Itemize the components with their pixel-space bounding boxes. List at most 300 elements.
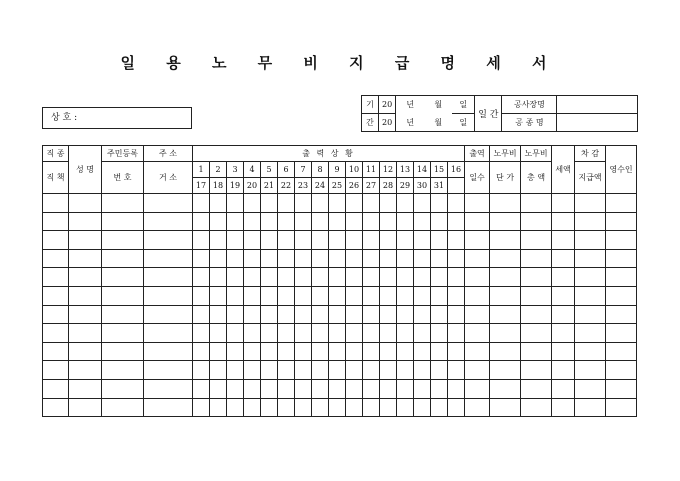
table-cell[interactable] — [227, 268, 244, 287]
table-cell[interactable] — [69, 231, 102, 250]
table-cell[interactable] — [606, 249, 637, 268]
table-cell[interactable] — [102, 324, 144, 343]
table-cell[interactable] — [346, 305, 363, 324]
table-cell[interactable] — [552, 379, 575, 398]
table-cell[interactable] — [102, 268, 144, 287]
table-cell[interactable] — [43, 249, 69, 268]
table-cell[interactable] — [295, 268, 312, 287]
table-cell[interactable] — [448, 231, 465, 250]
table-cell[interactable] — [448, 379, 465, 398]
table-cell[interactable] — [193, 268, 210, 287]
table-cell[interactable] — [414, 398, 431, 417]
table-cell[interactable] — [431, 286, 448, 305]
table-cell[interactable] — [144, 249, 193, 268]
table-cell[interactable] — [363, 231, 380, 250]
table-cell[interactable] — [244, 286, 261, 305]
table-cell[interactable] — [465, 212, 490, 231]
table-cell[interactable] — [295, 324, 312, 343]
table-cell[interactable] — [193, 379, 210, 398]
table-cell[interactable] — [102, 361, 144, 380]
table-cell[interactable] — [69, 324, 102, 343]
table-cell[interactable] — [210, 342, 227, 361]
table-cell[interactable] — [312, 268, 329, 287]
table-cell[interactable] — [278, 324, 295, 343]
table-cell[interactable] — [397, 212, 414, 231]
table-cell[interactable] — [575, 398, 606, 417]
table-cell[interactable] — [295, 194, 312, 213]
table-cell[interactable] — [397, 361, 414, 380]
table-cell[interactable] — [552, 398, 575, 417]
table-cell[interactable] — [397, 231, 414, 250]
table-cell[interactable] — [521, 268, 552, 287]
table-cell[interactable] — [346, 379, 363, 398]
table-cell[interactable] — [261, 231, 278, 250]
table-cell[interactable] — [244, 194, 261, 213]
table-cell[interactable] — [414, 361, 431, 380]
table-cell[interactable] — [575, 231, 606, 250]
table-cell[interactable] — [312, 398, 329, 417]
table-cell[interactable] — [465, 324, 490, 343]
table-cell[interactable] — [363, 342, 380, 361]
table-cell[interactable] — [244, 361, 261, 380]
table-cell[interactable] — [431, 249, 448, 268]
table-cell[interactable] — [575, 305, 606, 324]
table-cell[interactable] — [69, 212, 102, 231]
table-cell[interactable] — [380, 231, 397, 250]
table-cell[interactable] — [521, 342, 552, 361]
table-cell[interactable] — [448, 212, 465, 231]
table-cell[interactable] — [193, 249, 210, 268]
table-cell[interactable] — [227, 194, 244, 213]
table-cell[interactable] — [606, 342, 637, 361]
table-cell[interactable] — [261, 286, 278, 305]
table-cell[interactable] — [312, 231, 329, 250]
table-cell[interactable] — [490, 194, 521, 213]
table-cell[interactable] — [261, 361, 278, 380]
table-cell[interactable] — [102, 342, 144, 361]
table-cell[interactable] — [397, 194, 414, 213]
work-type-field[interactable] — [557, 114, 638, 132]
table-cell[interactable] — [448, 194, 465, 213]
table-cell[interactable] — [210, 231, 227, 250]
table-cell[interactable] — [329, 305, 346, 324]
table-cell[interactable] — [380, 379, 397, 398]
table-cell[interactable] — [244, 324, 261, 343]
table-cell[interactable] — [261, 398, 278, 417]
table-cell[interactable] — [552, 212, 575, 231]
table-cell[interactable] — [346, 398, 363, 417]
table-cell[interactable] — [144, 268, 193, 287]
table-cell[interactable] — [43, 231, 69, 250]
table-cell[interactable] — [278, 286, 295, 305]
table-cell[interactable] — [102, 379, 144, 398]
table-cell[interactable] — [346, 324, 363, 343]
table-cell[interactable] — [575, 361, 606, 380]
table-cell[interactable] — [227, 231, 244, 250]
table-cell[interactable] — [397, 342, 414, 361]
table-cell[interactable] — [193, 342, 210, 361]
table-cell[interactable] — [606, 305, 637, 324]
table-cell[interactable] — [295, 398, 312, 417]
table-cell[interactable] — [193, 398, 210, 417]
table-cell[interactable] — [431, 398, 448, 417]
table-cell[interactable] — [329, 194, 346, 213]
table-cell[interactable] — [414, 194, 431, 213]
table-cell[interactable] — [210, 324, 227, 343]
table-cell[interactable] — [431, 361, 448, 380]
table-cell[interactable] — [144, 324, 193, 343]
table-cell[interactable] — [363, 379, 380, 398]
table-cell[interactable] — [261, 268, 278, 287]
table-cell[interactable] — [102, 194, 144, 213]
table-cell[interactable] — [102, 286, 144, 305]
table-cell[interactable] — [261, 305, 278, 324]
table-cell[interactable] — [346, 286, 363, 305]
table-cell[interactable] — [278, 398, 295, 417]
table-cell[interactable] — [363, 305, 380, 324]
table-cell[interactable] — [244, 249, 261, 268]
table-cell[interactable] — [490, 342, 521, 361]
table-cell[interactable] — [329, 268, 346, 287]
table-cell[interactable] — [490, 305, 521, 324]
table-cell[interactable] — [346, 249, 363, 268]
table-cell[interactable] — [490, 398, 521, 417]
table-cell[interactable] — [329, 398, 346, 417]
table-cell[interactable] — [414, 212, 431, 231]
table-cell[interactable] — [329, 231, 346, 250]
table-cell[interactable] — [312, 194, 329, 213]
table-cell[interactable] — [490, 231, 521, 250]
table-cell[interactable] — [210, 305, 227, 324]
table-cell[interactable] — [363, 324, 380, 343]
table-cell[interactable] — [490, 212, 521, 231]
table-cell[interactable] — [278, 342, 295, 361]
table-cell[interactable] — [552, 268, 575, 287]
table-cell[interactable] — [329, 324, 346, 343]
table-cell[interactable] — [210, 194, 227, 213]
table-cell[interactable] — [490, 379, 521, 398]
table-cell[interactable] — [69, 268, 102, 287]
table-cell[interactable] — [69, 305, 102, 324]
table-cell[interactable] — [606, 286, 637, 305]
table-cell[interactable] — [43, 361, 69, 380]
table-cell[interactable] — [329, 361, 346, 380]
table-cell[interactable] — [102, 398, 144, 417]
table-cell[interactable] — [363, 268, 380, 287]
table-cell[interactable] — [278, 194, 295, 213]
table-cell[interactable] — [295, 231, 312, 250]
table-cell[interactable] — [397, 286, 414, 305]
table-cell[interactable] — [521, 212, 552, 231]
table-cell[interactable] — [448, 286, 465, 305]
table-cell[interactable] — [414, 342, 431, 361]
table-cell[interactable] — [552, 361, 575, 380]
table-cell[interactable] — [575, 286, 606, 305]
table-cell[interactable] — [465, 249, 490, 268]
table-cell[interactable] — [346, 268, 363, 287]
table-cell[interactable] — [606, 268, 637, 287]
table-cell[interactable] — [261, 212, 278, 231]
table-cell[interactable] — [552, 342, 575, 361]
table-cell[interactable] — [144, 342, 193, 361]
table-cell[interactable] — [575, 212, 606, 231]
table-cell[interactable] — [329, 212, 346, 231]
table-cell[interactable] — [102, 212, 144, 231]
table-cell[interactable] — [144, 194, 193, 213]
table-cell[interactable] — [312, 212, 329, 231]
table-cell[interactable] — [295, 361, 312, 380]
table-cell[interactable] — [521, 305, 552, 324]
table-cell[interactable] — [144, 212, 193, 231]
table-cell[interactable] — [210, 268, 227, 287]
table-cell[interactable] — [465, 342, 490, 361]
table-cell[interactable] — [244, 305, 261, 324]
table-cell[interactable] — [431, 342, 448, 361]
table-cell[interactable] — [521, 324, 552, 343]
table-cell[interactable] — [397, 249, 414, 268]
table-cell[interactable] — [278, 231, 295, 250]
table-cell[interactable] — [363, 398, 380, 417]
table-cell[interactable] — [521, 194, 552, 213]
table-cell[interactable] — [295, 286, 312, 305]
table-cell[interactable] — [43, 305, 69, 324]
table-cell[interactable] — [448, 268, 465, 287]
table-cell[interactable] — [490, 324, 521, 343]
table-cell[interactable] — [261, 194, 278, 213]
table-cell[interactable] — [329, 342, 346, 361]
table-cell[interactable] — [575, 268, 606, 287]
table-cell[interactable] — [380, 194, 397, 213]
table-cell[interactable] — [552, 194, 575, 213]
table-cell[interactable] — [448, 324, 465, 343]
table-cell[interactable] — [380, 305, 397, 324]
table-cell[interactable] — [244, 268, 261, 287]
table-cell[interactable] — [414, 324, 431, 343]
table-cell[interactable] — [363, 249, 380, 268]
table-cell[interactable] — [69, 379, 102, 398]
table-cell[interactable] — [606, 379, 637, 398]
table-cell[interactable] — [69, 398, 102, 417]
table-cell[interactable] — [227, 212, 244, 231]
table-cell[interactable] — [552, 231, 575, 250]
table-cell[interactable] — [606, 194, 637, 213]
table-cell[interactable] — [448, 342, 465, 361]
table-cell[interactable] — [431, 194, 448, 213]
table-cell[interactable] — [329, 379, 346, 398]
table-cell[interactable] — [465, 361, 490, 380]
table-cell[interactable] — [521, 231, 552, 250]
table-cell[interactable] — [144, 231, 193, 250]
table-cell[interactable] — [295, 342, 312, 361]
table-cell[interactable] — [465, 398, 490, 417]
table-cell[interactable] — [448, 398, 465, 417]
site-name-field[interactable] — [557, 96, 638, 114]
table-cell[interactable] — [244, 379, 261, 398]
table-cell[interactable] — [210, 379, 227, 398]
table-cell[interactable] — [552, 305, 575, 324]
table-cell[interactable] — [414, 305, 431, 324]
table-cell[interactable] — [144, 305, 193, 324]
table-cell[interactable] — [278, 212, 295, 231]
table-cell[interactable] — [575, 342, 606, 361]
table-cell[interactable] — [69, 342, 102, 361]
table-cell[interactable] — [414, 379, 431, 398]
table-cell[interactable] — [606, 324, 637, 343]
table-cell[interactable] — [227, 361, 244, 380]
table-cell[interactable] — [69, 361, 102, 380]
table-cell[interactable] — [606, 398, 637, 417]
table-cell[interactable] — [210, 249, 227, 268]
table-cell[interactable] — [244, 398, 261, 417]
table-cell[interactable] — [43, 286, 69, 305]
table-cell[interactable] — [43, 342, 69, 361]
table-cell[interactable] — [448, 305, 465, 324]
shop-field[interactable] — [42, 107, 192, 129]
table-cell[interactable] — [380, 342, 397, 361]
table-cell[interactable] — [397, 305, 414, 324]
table-cell[interactable] — [102, 231, 144, 250]
table-cell[interactable] — [43, 398, 69, 417]
table-cell[interactable] — [552, 249, 575, 268]
table-cell[interactable] — [431, 212, 448, 231]
table-cell[interactable] — [295, 305, 312, 324]
table-cell[interactable] — [312, 379, 329, 398]
table-cell[interactable] — [261, 379, 278, 398]
table-cell[interactable] — [363, 212, 380, 231]
table-cell[interactable] — [606, 361, 637, 380]
table-cell[interactable] — [278, 249, 295, 268]
table-cell[interactable] — [521, 398, 552, 417]
table-cell[interactable] — [465, 194, 490, 213]
table-cell[interactable] — [278, 379, 295, 398]
table-cell[interactable] — [346, 361, 363, 380]
table-cell[interactable] — [521, 286, 552, 305]
table-cell[interactable] — [102, 249, 144, 268]
table-cell[interactable] — [43, 324, 69, 343]
table-cell[interactable] — [210, 212, 227, 231]
table-cell[interactable] — [490, 268, 521, 287]
table-cell[interactable] — [490, 249, 521, 268]
table-cell[interactable] — [210, 361, 227, 380]
period-end-year[interactable]: 20 — [379, 114, 396, 132]
table-cell[interactable] — [431, 231, 448, 250]
table-cell[interactable] — [346, 231, 363, 250]
table-cell[interactable] — [144, 379, 193, 398]
table-cell[interactable] — [193, 361, 210, 380]
table-cell[interactable] — [227, 305, 244, 324]
table-cell[interactable] — [397, 324, 414, 343]
table-cell[interactable] — [380, 249, 397, 268]
table-cell[interactable] — [380, 398, 397, 417]
table-cell[interactable] — [244, 231, 261, 250]
table-cell[interactable] — [575, 324, 606, 343]
table-cell[interactable] — [380, 212, 397, 231]
table-cell[interactable] — [380, 286, 397, 305]
table-cell[interactable] — [227, 286, 244, 305]
table-cell[interactable] — [69, 194, 102, 213]
table-cell[interactable] — [431, 268, 448, 287]
table-cell[interactable] — [575, 194, 606, 213]
table-cell[interactable] — [414, 249, 431, 268]
table-cell[interactable] — [43, 194, 69, 213]
table-cell[interactable] — [490, 361, 521, 380]
table-cell[interactable] — [448, 249, 465, 268]
table-cell[interactable] — [448, 361, 465, 380]
table-cell[interactable] — [552, 286, 575, 305]
table-cell[interactable] — [606, 231, 637, 250]
table-cell[interactable] — [465, 305, 490, 324]
table-cell[interactable] — [227, 342, 244, 361]
table-cell[interactable] — [244, 212, 261, 231]
table-cell[interactable] — [193, 212, 210, 231]
table-cell[interactable] — [193, 231, 210, 250]
table-cell[interactable] — [397, 379, 414, 398]
table-cell[interactable] — [329, 286, 346, 305]
table-cell[interactable] — [397, 268, 414, 287]
table-cell[interactable] — [210, 398, 227, 417]
table-cell[interactable] — [414, 231, 431, 250]
table-cell[interactable] — [227, 324, 244, 343]
table-cell[interactable] — [380, 324, 397, 343]
table-cell[interactable] — [465, 268, 490, 287]
table-cell[interactable] — [521, 379, 552, 398]
table-cell[interactable] — [431, 324, 448, 343]
table-cell[interactable] — [312, 342, 329, 361]
table-cell[interactable] — [363, 286, 380, 305]
table-cell[interactable] — [144, 361, 193, 380]
table-cell[interactable] — [278, 305, 295, 324]
table-cell[interactable] — [193, 324, 210, 343]
table-cell[interactable] — [295, 212, 312, 231]
table-cell[interactable] — [227, 379, 244, 398]
table-cell[interactable] — [380, 361, 397, 380]
table-cell[interactable] — [312, 249, 329, 268]
table-cell[interactable] — [69, 249, 102, 268]
table-cell[interactable] — [227, 398, 244, 417]
table-cell[interactable] — [465, 379, 490, 398]
table-cell[interactable] — [490, 286, 521, 305]
table-cell[interactable] — [43, 379, 69, 398]
table-cell[interactable] — [346, 342, 363, 361]
table-cell[interactable] — [606, 212, 637, 231]
table-cell[interactable] — [227, 249, 244, 268]
table-cell[interactable] — [69, 286, 102, 305]
table-cell[interactable] — [575, 379, 606, 398]
table-cell[interactable] — [363, 194, 380, 213]
table-cell[interactable] — [397, 398, 414, 417]
table-cell[interactable] — [329, 249, 346, 268]
table-cell[interactable] — [431, 379, 448, 398]
table-cell[interactable] — [521, 249, 552, 268]
table-cell[interactable] — [295, 249, 312, 268]
table-cell[interactable] — [261, 249, 278, 268]
table-cell[interactable] — [380, 268, 397, 287]
table-cell[interactable] — [193, 305, 210, 324]
table-cell[interactable] — [278, 268, 295, 287]
table-cell[interactable] — [102, 305, 144, 324]
table-cell[interactable] — [144, 398, 193, 417]
table-cell[interactable] — [465, 286, 490, 305]
table-cell[interactable] — [43, 268, 69, 287]
table-cell[interactable] — [414, 286, 431, 305]
table-cell[interactable] — [312, 286, 329, 305]
table-cell[interactable] — [552, 324, 575, 343]
table-cell[interactable] — [144, 286, 193, 305]
table-cell[interactable] — [261, 324, 278, 343]
table-cell[interactable] — [363, 361, 380, 380]
table-cell[interactable] — [521, 361, 552, 380]
table-cell[interactable] — [193, 286, 210, 305]
